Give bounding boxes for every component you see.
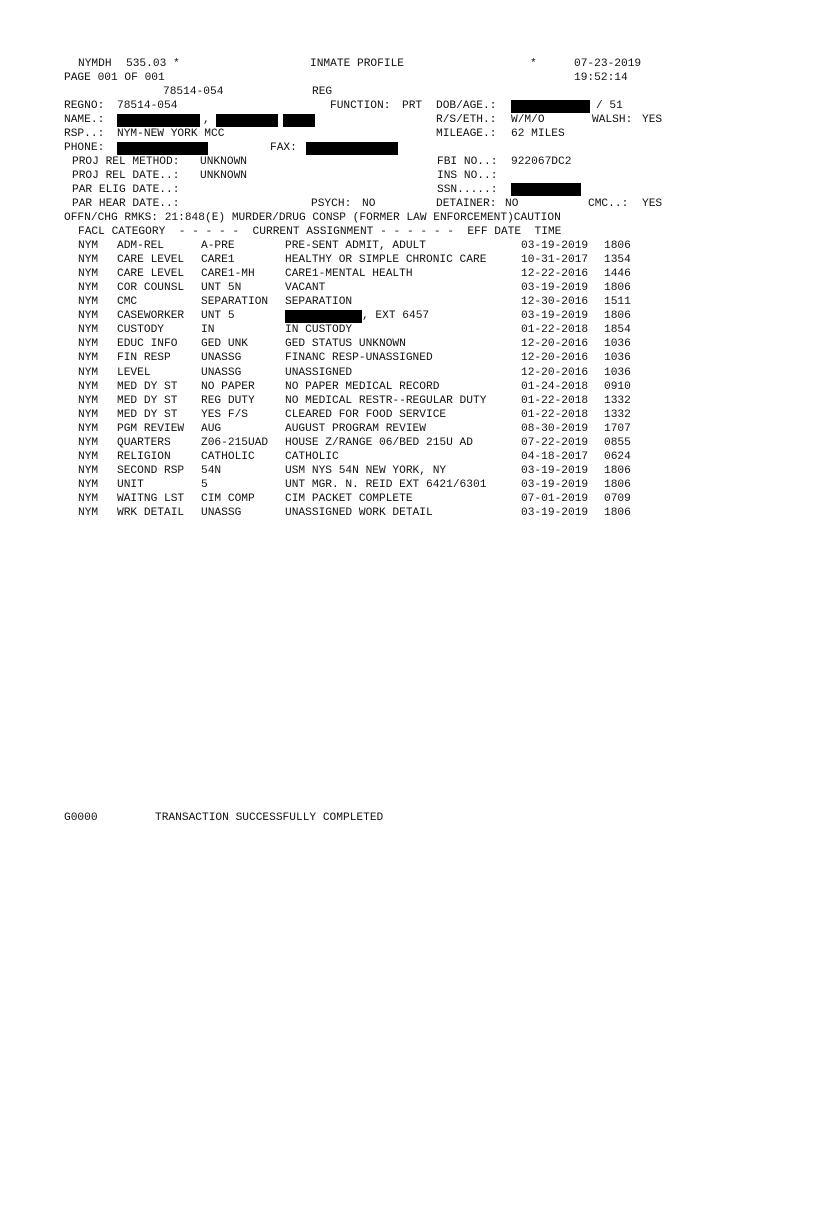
row-facl: NYM xyxy=(78,324,99,337)
row-code: NO PAPER xyxy=(201,380,255,393)
row-eff-date: 08-30-2019 xyxy=(521,422,589,435)
row-time: 1806 xyxy=(604,507,631,520)
row-time: 1806 xyxy=(604,282,631,295)
redacted-ssn xyxy=(511,183,581,196)
row-description: SEPARATION xyxy=(285,296,353,309)
row-description: USM NYS 54N NEW YORK, NY xyxy=(285,464,447,477)
row-code: 5 xyxy=(201,479,208,492)
fax-label: FAX: xyxy=(270,142,297,154)
row-category: PGM REVIEW xyxy=(117,422,185,435)
row-description: UNT MGR. N. REID EXT 6421/6301 xyxy=(285,479,487,492)
row-time: 1806 xyxy=(604,310,631,323)
table-row xyxy=(0,324,814,338)
function-value: PRT xyxy=(402,100,423,112)
row-category: MED DY ST xyxy=(117,394,178,407)
row-description: HOUSE Z/RANGE 06/BED 215U AD xyxy=(285,436,473,449)
row-facl: NYM xyxy=(78,408,99,421)
row-code: SEPARATION xyxy=(201,296,269,309)
regno-top: 78514-054 xyxy=(163,86,224,98)
row-time: 1511 xyxy=(604,296,631,309)
row-eff-date: 03-19-2019 xyxy=(521,507,589,520)
cmc-label: CMC..: xyxy=(588,198,629,210)
row-category: FIN RESP xyxy=(117,352,171,365)
dob-label: DOB/AGE.: xyxy=(436,100,497,112)
mileage-value: 62 MILES xyxy=(511,128,565,140)
row-description: CLEARED FOR FOOD SERVICE xyxy=(285,408,447,421)
row-category: EDUC INFO xyxy=(117,338,178,351)
table-row xyxy=(0,465,814,479)
rse-value: W/M/O xyxy=(511,114,545,126)
row-eff-date: 12-20-2016 xyxy=(521,338,589,351)
row-eff-date: 04-18-2017 xyxy=(521,450,589,463)
row-category: WAITNG LST xyxy=(117,493,185,506)
row-category: MED DY ST xyxy=(117,380,178,393)
proj-rel-method-value: UNKNOWN xyxy=(200,156,247,168)
name-comma: , xyxy=(203,114,210,126)
offense-remarks: OFFN/CHG RMKS: 21:848(E) MURDER/DRUG CONSP (FORMER LAW ENFORCEMENT)CAUTION xyxy=(64,212,561,224)
row-code: YES F/S xyxy=(201,408,248,421)
row-code: IN xyxy=(201,324,215,337)
row-category: CASEWORKER xyxy=(117,310,185,323)
row-description: UNASSIGNED WORK DETAIL xyxy=(285,507,433,520)
screen-code: 535.03 * xyxy=(126,58,180,70)
row-time: 0855 xyxy=(604,436,631,449)
redacted-last-name xyxy=(117,114,200,127)
row-time: 0709 xyxy=(604,493,631,506)
page-number: PAGE 001 OF 001 xyxy=(64,72,165,84)
table-row xyxy=(0,240,814,254)
header-time: 19:52:14 xyxy=(574,72,628,84)
row-category: UNIT xyxy=(117,479,144,492)
proj-rel-date-value: UNKNOWN xyxy=(200,170,247,182)
row-eff-date: 01-24-2018 xyxy=(521,380,589,393)
table-row xyxy=(0,423,814,437)
row-eff-date: 12-20-2016 xyxy=(521,366,589,379)
table-row xyxy=(0,437,814,451)
row-description: CARE1-MENTAL HEALTH xyxy=(285,268,413,281)
row-time: 1806 xyxy=(604,464,631,477)
row-eff-date: 03-19-2019 xyxy=(521,310,589,323)
row-description: , EXT 6457 xyxy=(362,310,430,323)
row-description: GED STATUS UNKNOWN xyxy=(285,338,406,351)
table-row xyxy=(0,479,814,493)
row-eff-date: 07-22-2019 xyxy=(521,436,589,449)
row-category: WRK DETAIL xyxy=(117,507,185,520)
row-facl: NYM xyxy=(78,240,99,252)
header-star: * xyxy=(530,58,537,70)
row-code: CIM COMP xyxy=(201,493,255,506)
row-description: CATHOLIC xyxy=(285,450,339,463)
row-category: CARE LEVEL xyxy=(117,254,185,267)
row-category: CARE LEVEL xyxy=(117,268,185,281)
row-eff-date: 12-22-2016 xyxy=(521,268,589,281)
fbi-label: FBI NO..: xyxy=(437,156,498,168)
row-description: HEALTHY OR SIMPLE CHRONIC CARE xyxy=(285,254,487,267)
row-eff-date: 10-31-2017 xyxy=(521,254,589,267)
mileage-label: MILEAGE.: xyxy=(436,128,497,140)
row-category: CMC xyxy=(117,296,138,309)
row-description: NO MEDICAL RESTR--REGULAR DUTY xyxy=(285,394,487,407)
row-facl: NYM xyxy=(78,422,99,435)
table-row xyxy=(0,338,814,352)
row-category: LEVEL xyxy=(117,366,151,379)
row-time: 1332 xyxy=(604,408,631,421)
table-row xyxy=(0,409,814,423)
row-code: UNASSG xyxy=(201,352,242,365)
redacted-caseworker-name xyxy=(285,310,362,323)
row-category: MED DY ST xyxy=(117,408,178,421)
row-facl: NYM xyxy=(78,394,99,407)
row-time: 1354 xyxy=(604,254,631,267)
row-eff-date: 03-19-2019 xyxy=(521,282,589,295)
row-facl: NYM xyxy=(78,464,99,477)
rse-label: R/S/ETH.: xyxy=(436,114,497,126)
walsh-value: YES xyxy=(642,114,663,126)
redacted-phone xyxy=(117,142,208,155)
row-time: 1806 xyxy=(604,240,631,252)
rsp-label: RSP..: xyxy=(64,128,105,140)
name-label: NAME.: xyxy=(64,114,105,126)
row-description: NO PAPER MEDICAL RECORD xyxy=(285,380,440,393)
phone-label: PHONE: xyxy=(64,142,105,154)
row-description: VACANT xyxy=(285,282,326,295)
row-category: QUARTERS xyxy=(117,436,171,449)
status-message: TRANSACTION SUCCESSFULLY COMPLETED xyxy=(155,812,384,824)
regno-value: 78514-054 xyxy=(117,100,178,112)
row-description: PRE-SENT ADMIT, ADULT xyxy=(285,240,426,252)
redacted-fax xyxy=(306,142,398,155)
row-facl: NYM xyxy=(78,282,99,295)
row-category: RELIGION xyxy=(117,450,171,463)
ins-label: INS NO..: xyxy=(437,170,498,182)
row-time: 0910 xyxy=(604,380,631,393)
row-facl: NYM xyxy=(78,366,99,379)
row-facl: NYM xyxy=(78,310,99,323)
row-time: 1036 xyxy=(604,366,631,379)
row-facl: NYM xyxy=(78,338,99,351)
header-date: 07-23-2019 xyxy=(574,58,642,70)
redacted-middle-name xyxy=(283,114,315,127)
proj-rel-method-label: PROJ REL METHOD: xyxy=(72,156,180,168)
par-elig-label: PAR ELIG DATE..: xyxy=(72,184,180,196)
table-row xyxy=(0,367,814,381)
row-time: 1707 xyxy=(604,422,631,435)
table-row xyxy=(0,352,814,366)
table-row xyxy=(0,451,814,465)
row-description: CIM PACKET COMPLETE xyxy=(285,493,413,506)
table-row xyxy=(0,507,814,521)
row-facl: NYM xyxy=(78,254,99,267)
redacted-first-name xyxy=(216,114,278,127)
row-time: 1806 xyxy=(604,479,631,492)
proj-rel-date-label: PROJ REL DATE..: xyxy=(72,170,180,182)
page-title: INMATE PROFILE xyxy=(310,58,404,70)
row-code: CARE1 xyxy=(201,254,235,267)
row-category: SECOND RSP xyxy=(117,464,185,477)
row-eff-date: 07-01-2019 xyxy=(521,493,589,506)
row-description: IN CUSTODY xyxy=(285,324,353,337)
status-code: G0000 xyxy=(64,812,98,824)
row-category: CUSTODY xyxy=(117,324,164,337)
table-row xyxy=(0,254,814,268)
row-facl: NYM xyxy=(78,479,99,492)
row-facl: NYM xyxy=(78,268,99,281)
row-time: 1036 xyxy=(604,338,631,351)
row-category: ADM-REL xyxy=(117,240,164,252)
row-facl: NYM xyxy=(78,507,99,520)
row-facl: NYM xyxy=(78,436,99,449)
row-description: UNASSIGNED xyxy=(285,366,353,379)
psych-label: PSYCH: xyxy=(311,198,352,210)
age-value: / 51 xyxy=(596,100,623,112)
row-eff-date: 03-19-2019 xyxy=(521,464,589,477)
row-code: Z06-215UAD xyxy=(201,436,269,449)
row-time: 1446 xyxy=(604,268,631,281)
par-hear-label: PAR HEAR DATE..: xyxy=(72,198,180,210)
function-label: FUNCTION: xyxy=(330,100,391,112)
row-time: 0624 xyxy=(604,450,631,463)
detainer-value: NO xyxy=(505,198,519,210)
row-eff-date: 12-30-2016 xyxy=(521,296,589,309)
row-facl: NYM xyxy=(78,493,99,506)
table-row xyxy=(0,296,814,310)
psych-value: NO xyxy=(362,198,376,210)
row-code: A-PRE xyxy=(201,240,235,252)
table-row xyxy=(0,282,814,296)
row-facl: NYM xyxy=(78,296,99,309)
row-facl: NYM xyxy=(78,380,99,393)
row-category: COR COUNSL xyxy=(117,282,185,295)
row-code: REG DUTY xyxy=(201,394,255,407)
redacted-dob xyxy=(511,100,590,113)
row-time: 1854 xyxy=(604,324,631,337)
rsp-value: NYM-NEW YORK MCC xyxy=(117,128,225,140)
table-row xyxy=(0,268,814,282)
row-code: CATHOLIC xyxy=(201,450,255,463)
row-eff-date: 01-22-2018 xyxy=(521,394,589,407)
row-code: UNASSG xyxy=(201,507,242,520)
row-eff-date: 03-19-2019 xyxy=(521,479,589,492)
row-code: UNT 5 xyxy=(201,310,235,323)
row-eff-date: 01-22-2018 xyxy=(521,408,589,421)
row-eff-date: 12-20-2016 xyxy=(521,352,589,365)
row-code: UNASSG xyxy=(201,366,242,379)
row-time: 1332 xyxy=(604,394,631,407)
system-code: NYMDH xyxy=(78,58,112,70)
table-row xyxy=(0,310,814,324)
table-row xyxy=(0,381,814,395)
row-eff-date: 01-22-2018 xyxy=(521,324,589,337)
row-code: AUG xyxy=(201,422,222,435)
regno-label: REGNO: xyxy=(64,100,105,112)
row-code: 54N xyxy=(201,464,222,477)
walsh-label: WALSH: xyxy=(592,114,633,126)
row-code: UNT 5N xyxy=(201,282,242,295)
ssn-label: SSN.....: xyxy=(437,184,498,196)
row-facl: NYM xyxy=(78,352,99,365)
table-row xyxy=(0,395,814,409)
reg-label: REG xyxy=(312,86,333,98)
row-eff-date: 03-19-2019 xyxy=(521,240,589,252)
row-facl: NYM xyxy=(78,450,99,463)
row-code: CARE1-MH xyxy=(201,268,255,281)
assignment-table-header: FACL CATEGORY - - - - - CURRENT ASSIGNMENT - - - - - - EFF DATE TIME xyxy=(78,226,562,238)
detainer-label: DETAINER: xyxy=(436,198,497,210)
row-code: GED UNK xyxy=(201,338,248,351)
row-description: AUGUST PROGRAM REVIEW xyxy=(285,422,426,435)
fbi-value: 922067DC2 xyxy=(511,156,572,168)
row-description: FINANC RESP-UNASSIGNED xyxy=(285,352,433,365)
row-time: 1036 xyxy=(604,352,631,365)
cmc-value: YES xyxy=(642,198,663,210)
table-row xyxy=(0,493,814,507)
